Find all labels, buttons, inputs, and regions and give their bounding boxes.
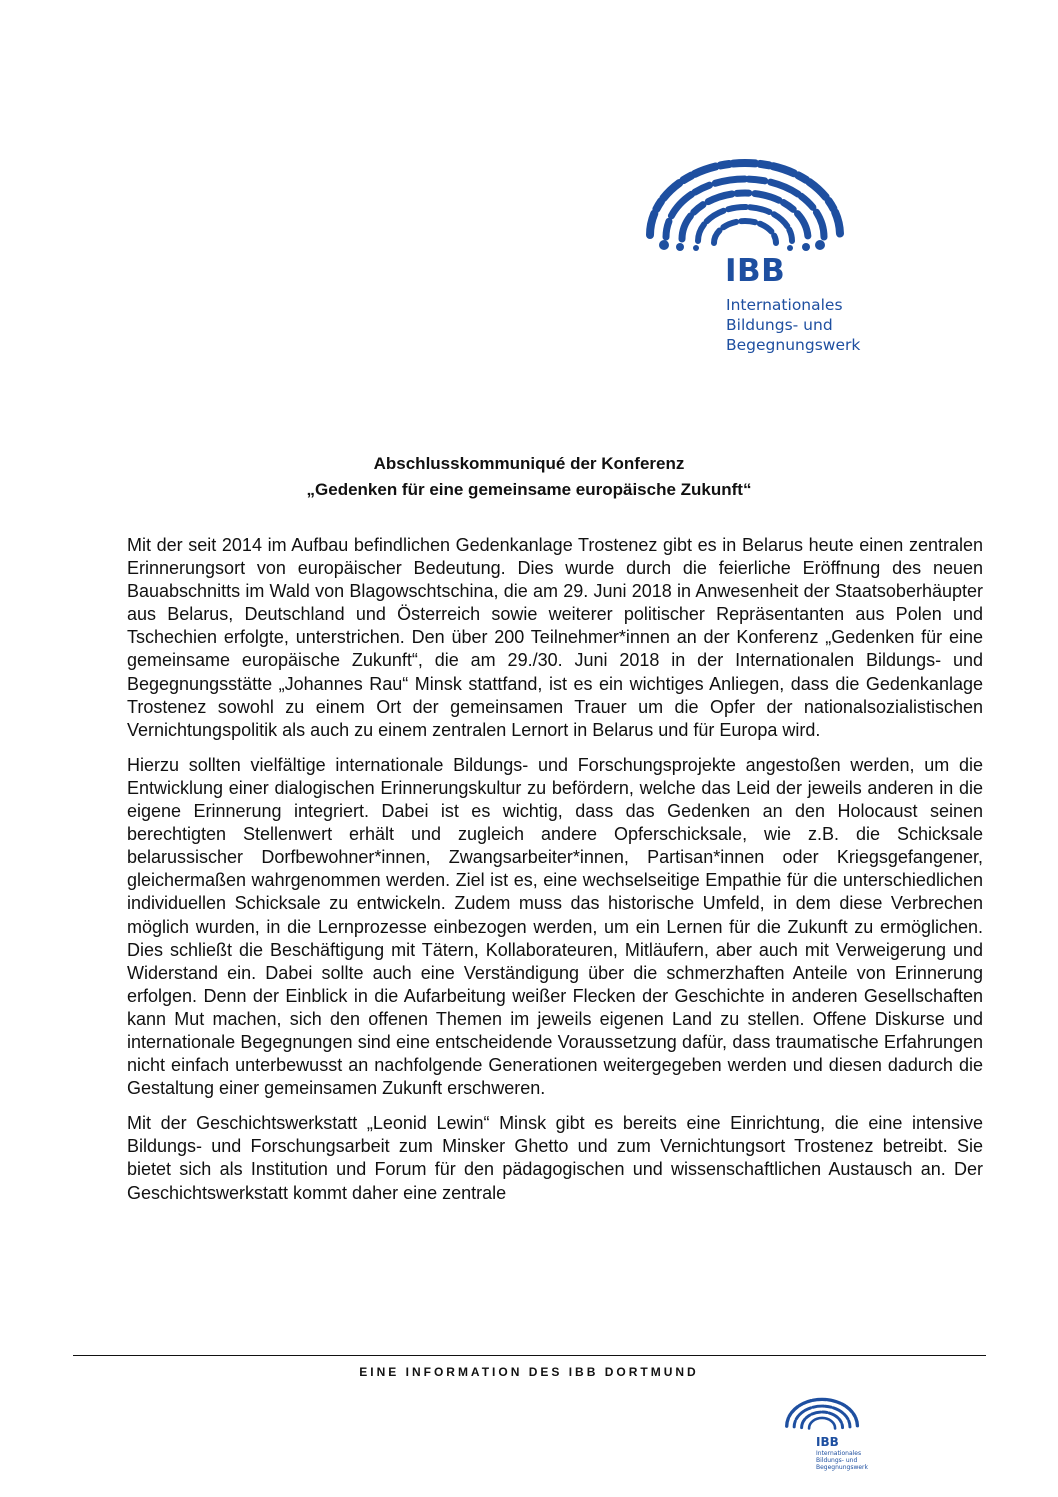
ibb-rainbow-logo-icon [640, 155, 855, 255]
logo-line: Bildungs- und [816, 1457, 858, 1464]
logo-abbreviation: IBB [725, 253, 786, 289]
ibb-logo [640, 155, 861, 360]
document-subtitle: „Gedenken für eine gemeinsame europäische Zukunft“ [306, 480, 752, 499]
paragraph: Mit der Geschichtswerkstatt „Leonid Lewin“ Minsk gibt es bereits eine Einrichtung, die eine intensive Bildungs- und Forschungsarbeit zum Minsker Ghetto und zum Vernichtungsort Trostenez betreibt. Sie bietet sich als Institution und Forum für den pädagogischen und wissenschaftlichen Austausch an. Der Geschichtswerkstatt kommt daher eine zentrale [127, 1113, 983, 1203]
logo-line: Begegnungswerk [816, 1464, 868, 1471]
footer-caption: EINE INFORMATION DES IBB DORTMUND [359, 1365, 699, 1379]
logo-line: Bildungs- und [726, 316, 833, 334]
paragraph: Mit der seit 2014 im Aufbau befindlichen Gedenkanlage Trostenez gibt es in Belarus heute einen zentralen Erinnerungsort von europäischer Bedeutung. Dies wurde durch die feierliche Eröffnung des neuen Bauabschnitts im Wald von Blagowschtschina, die am 29. Juni 2018 in Anwesenheit der Staatsoberhäupter aus Belarus, Deutschland und Österreich sowie weiterer politischer Repräsentanten aus Polen und Tschechien erfolgte, unterstrichen. Den über 200 Teilnehmer*innen an der Konferenz „Gedenken für eine gemeinsame europäische Zukunft“, die am 29./30. Juni 2018 in der Internationalen Bildungs- und Begegnungsstätte „Johannes Rau“ Minsk stattfand, ist es ein wichtiges Anliegen, dass die Gedenkanlage Trostenez sowohl zu einem Ort der gemeinsamen Trauer um die Opfer der nationalsozialistischen Vernichtungspolitik als auch zu einem zentralen Lernort in Belarus und für Europa wird. [127, 535, 983, 740]
document-title: Abschlusskommuniqué der Konferenz [373, 454, 685, 473]
footer-ibb-logo [783, 1395, 868, 1475]
footer-divider [73, 1355, 986, 1356]
paragraph: Hierzu sollten vielfältige internationale Bildungs- und Forschungsprojekte angestoßen werden, um die Entwicklung einer dialogischen Erinnerungskultur zu befördern, welche das Leid der jeweils anderen in die eigene Erinnerung integriert. Dabei ist es wichtig, dass das Gedenken an den Holocaust seinen berechtigten Stellenwert erhält und zugleich andere Opferschicksale, wie z.B. die Schicksale belarussischer Dorfbewohner*innen, Zwangsarbeiter*innen, Partisan*innen oder Kriegsgefangener, gleichermaßen wahrgenommen werden. Ziel ist es, eine wechselseitige Empathie für die unterschiedlichen individuellen Schicksale zu entwickeln. Zudem muss das historische Umfeld, in dem diese Verbrechen möglich wurden, in die Lernprozesse einbezogen werden, um ein Lernen für die Zukunft zu ermöglichen. Dies schließt die Beschäftigung mit Tätern, Kollaborateuren, Mitläufern, aber auch mit Verweigerung und Widerstand ein. Dabei sollte auch eine Verständigung über die schmerzhaften Anteile von Erinnerung erfolgen. Denn der Einblick in die Aufarbeitung weißer Flecken der Geschichte in anderen Gesellschaften kann Mut machen, sich den offenen Themen im jeweils eigenen Land zu stellen. Offene Diskurse und internationale Begegnungen sind eine entscheidende Voraussetzung dafür, dass traumatische Erfahrungen nicht einfach unterbewusst an nachfolgende Generationen weitergegeben werden und diesen dadurch die Gestaltung einer gemeinsamen Zukunft erschweren. [127, 754, 983, 1099]
logo-wordmark [726, 295, 860, 355]
footer-logo-abbreviation: IBB [816, 1435, 839, 1449]
logo-line: Internationales [816, 1450, 862, 1457]
ibb-rainbow-logo-icon [783, 1395, 863, 1435]
logo-line: Begegnungswerk [726, 336, 861, 354]
footer-logo-wordmark [816, 1450, 868, 1471]
document-body [127, 534, 983, 1217]
logo-line: Internationales [726, 296, 843, 314]
